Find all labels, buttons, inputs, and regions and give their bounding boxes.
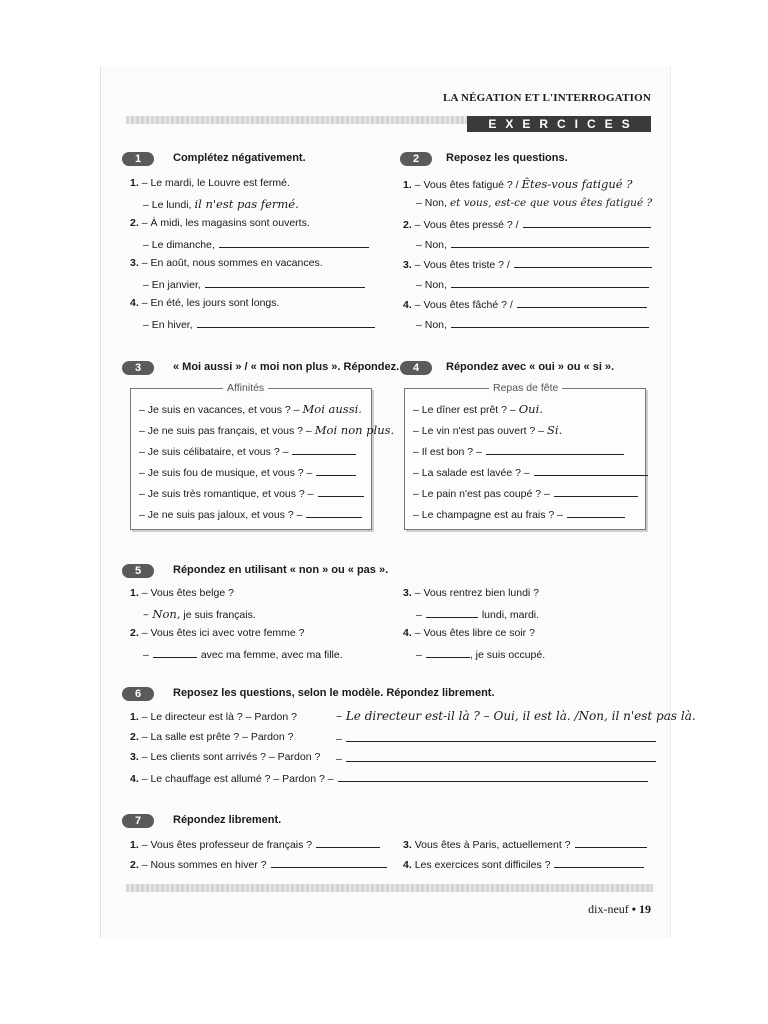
ex4-frame xyxy=(404,382,646,530)
ex2-line-4 xyxy=(416,237,649,251)
ex1-line-8 xyxy=(143,317,375,331)
ex2-line-8 xyxy=(416,317,649,331)
ex4-line-1 xyxy=(413,402,543,416)
ex2-line-7 xyxy=(403,297,647,311)
footer-strip xyxy=(126,884,653,892)
ex1-line-7 xyxy=(130,297,279,309)
ex5-answer-1: – Non, xyxy=(143,607,181,621)
ex1-text-1: – Le mardi, le Louvre est fermé. xyxy=(141,177,290,189)
ex4-text-3: – Il est bon ? – xyxy=(413,446,482,458)
ex2-num-2: 2. xyxy=(403,219,412,231)
ex6-text-4: – Le chauffage est allumé ? – Pardon ? xyxy=(141,773,325,785)
ex3-title: « Moi aussi » / « moi non plus ». Répondez. xyxy=(173,361,400,373)
ex6-answer-1: – Le directeur est-il là ? – Oui, il est là. /Non, il n'est pas là. xyxy=(336,709,696,723)
ex5-dash-4: – xyxy=(143,649,149,661)
ex3-text-5: – Je suis très romantique, et vous ? – xyxy=(139,488,314,500)
ex6-blank-2[interactable] xyxy=(346,731,656,742)
ex1-blank-3[interactable] xyxy=(205,277,365,288)
ex5-blank-4[interactable] xyxy=(426,647,470,658)
ex6-text-1: – Le directeur est là ? – Pardon ? xyxy=(141,711,297,723)
ex6-blank-4[interactable] xyxy=(338,771,648,782)
ex3-line-3 xyxy=(139,444,356,458)
ex3-text-1: – Je suis en vacances, et vous ? – xyxy=(139,404,300,416)
ex2-line-1 xyxy=(403,177,632,191)
ex3-answer-2: Moi non plus. xyxy=(314,423,395,437)
ex4-badge: 4 xyxy=(400,361,432,375)
ex1-line-4 xyxy=(143,237,369,251)
ex6-blank-line-2 xyxy=(336,731,656,745)
ex7-text-3: Vous êtes à Paris, actuellement ? xyxy=(414,839,571,851)
ex2-num-4: 4. xyxy=(403,299,412,311)
ex1-blank-4[interactable] xyxy=(197,317,375,328)
ex1-line-6 xyxy=(143,277,365,291)
ex5-blank-3[interactable] xyxy=(426,607,478,618)
ex7-badge: 7 xyxy=(122,814,154,828)
ex2-text-3: – Vous êtes pressé ? / xyxy=(414,219,519,231)
ex4-text-5: – Le pain n'est pas coupé ? – xyxy=(413,488,550,500)
ex4-line-3 xyxy=(413,444,624,458)
ex2-title: Reposez les questions. xyxy=(446,152,568,164)
ex1-num-4: 4. xyxy=(130,297,139,309)
ex3-text-4: – Je suis fou de musique, et vous ? – xyxy=(139,467,313,479)
ex6-line-4 xyxy=(130,771,648,785)
ex1-text-5: – En août, nous sommes en vacances. xyxy=(141,257,323,269)
ex7-blank-2[interactable] xyxy=(271,857,387,868)
ex1-text-4: – Le dimanche, xyxy=(143,239,215,251)
ex4-answer-1: Oui. xyxy=(518,402,543,416)
ex6-dash-4: – xyxy=(327,773,334,785)
ex6-line-2 xyxy=(130,731,293,743)
ex7-text-1: – Vous êtes professeur de français ? xyxy=(141,839,313,851)
ex1-text-2: – Le lundi, xyxy=(143,199,192,211)
ex6-num-3: 3. xyxy=(130,751,139,763)
ex1-answer-1: il n'est pas fermé. xyxy=(194,197,299,211)
ex6-blank-3[interactable] xyxy=(346,751,656,762)
ex6-line-1 xyxy=(130,711,297,723)
ex3-line-2 xyxy=(139,423,394,437)
ex3-text-3: – Je suis célibataire, et vous ? – xyxy=(139,446,289,458)
ex5-text-4: avec ma femme, avec ma fille. xyxy=(200,649,343,661)
ex3-blank-6[interactable] xyxy=(306,507,362,518)
ex6-num-1: 1. xyxy=(130,711,139,723)
ex4-line-5 xyxy=(413,486,638,500)
ex5-line-1 xyxy=(130,587,234,599)
ex2-num-3: 3. xyxy=(403,259,412,271)
ex7-line-1 xyxy=(130,837,380,851)
ex3-line-6 xyxy=(139,507,362,521)
ex1-num-2: 2. xyxy=(130,217,139,229)
ex5-line-r4 xyxy=(416,647,545,661)
ex2-line-5 xyxy=(403,257,652,271)
ex6-badge: 6 xyxy=(122,687,154,701)
page-number xyxy=(588,902,651,917)
ex6-num-4: 4. xyxy=(130,773,139,785)
ex3-blank-4[interactable] xyxy=(316,465,356,476)
ex2-blank-3a[interactable] xyxy=(514,257,652,268)
ex2-text-5: – Vous êtes triste ? / xyxy=(414,259,510,271)
ex1-num-3: 3. xyxy=(130,257,139,269)
ex5-dash-r4: – xyxy=(416,649,422,661)
ex5-dash-r2: – xyxy=(416,609,422,621)
ex3-frame xyxy=(130,382,395,530)
ex4-blank-3[interactable] xyxy=(486,444,624,455)
ex4-box-title: Repas de fête xyxy=(489,382,562,394)
ex6-line-3 xyxy=(130,751,320,763)
ex7-line-3 xyxy=(403,837,647,851)
ex6-text-2: – La salle est prête ? – Pardon ? xyxy=(141,731,294,743)
ex7-blank-1[interactable] xyxy=(316,837,380,848)
ex7-blank-4[interactable] xyxy=(554,857,644,868)
ex2-blank-2b[interactable] xyxy=(451,237,649,248)
ex2-blank-3b[interactable] xyxy=(451,277,649,288)
ex1-badge: 1 xyxy=(122,152,154,166)
ex5-text-r1: – Vous rentrez bien lundi ? xyxy=(414,587,540,599)
ex1-line-2 xyxy=(143,197,299,211)
ex5-num-2: 2. xyxy=(130,627,139,639)
ex2-text-2: – Non, xyxy=(416,197,447,209)
ex3-text-6: – Je ne suis pas jaloux, et vous ? – xyxy=(139,509,303,521)
ex5-blank-2[interactable] xyxy=(153,647,197,658)
ex3-line-5 xyxy=(139,486,364,500)
ex2-blank-4a[interactable] xyxy=(517,297,647,308)
ex2-text-4: – Non, xyxy=(416,239,447,251)
ex3-box-title: Affinités xyxy=(223,382,268,394)
ex6-blank-line-3 xyxy=(336,751,656,765)
ex5-num-1: 1. xyxy=(130,587,139,599)
ex7-num-2: 2. xyxy=(130,859,139,871)
ex1-title: Complétez négativement. xyxy=(173,152,306,164)
ex7-text-4: Les exercices sont difficiles ? xyxy=(414,859,551,871)
ex6-title: Reposez les questions, selon le modèle. Répondez librement. xyxy=(173,687,495,699)
ex2-line-6 xyxy=(416,277,649,291)
ex4-text-6: – Le champagne est au frais ? – xyxy=(413,509,564,521)
ex1-line-3 xyxy=(130,217,310,229)
ex5-line-r3 xyxy=(403,627,535,639)
ex7-num-3: 3. xyxy=(403,839,412,851)
ex7-line-4 xyxy=(403,857,644,871)
ex5-badge: 5 xyxy=(122,564,154,578)
ex7-num-1: 1. xyxy=(130,839,139,851)
ex5-title: Répondez en utilisant « non » ou « pas ». xyxy=(173,564,389,576)
ex5-num-4: 4. xyxy=(403,627,412,639)
ex2-blank-4b[interactable] xyxy=(451,317,649,328)
page-bullet: • xyxy=(631,902,636,916)
ex4-blank-5[interactable] xyxy=(554,486,638,497)
ex4-line-2 xyxy=(413,423,562,437)
page-word: dix-neuf xyxy=(588,902,629,916)
ex4-line-4 xyxy=(413,465,648,479)
ex5-text-3: – Vous êtes ici avec votre femme ? xyxy=(141,627,305,639)
ex2-badge: 2 xyxy=(400,152,432,166)
ex5-line-2 xyxy=(143,607,256,621)
ex4-blank-4[interactable] xyxy=(534,465,648,476)
ex7-blank-3[interactable] xyxy=(575,837,647,848)
ex1-line-1 xyxy=(130,177,290,189)
page-digits: 19 xyxy=(639,902,651,916)
ex4-blank-6[interactable] xyxy=(567,507,625,518)
ex2-num-1: 1. xyxy=(403,179,412,191)
ex5-text-2: je suis français. xyxy=(183,609,256,621)
ex5-text-1: – Vous êtes belge ? xyxy=(141,587,234,599)
ex4-line-6 xyxy=(413,507,625,521)
ex6-answer-line xyxy=(336,709,696,723)
ex5-line-r1 xyxy=(403,587,539,599)
ex5-text-r3: – Vous êtes libre ce soir ? xyxy=(414,627,535,639)
ex2-text-8: – Non, xyxy=(416,319,447,331)
ex3-blank-3[interactable] xyxy=(292,444,356,455)
ex5-line-3 xyxy=(130,627,305,639)
ex5-line-4 xyxy=(143,647,343,661)
ex2-text-1: – Vous êtes fatigué ? / xyxy=(414,179,519,191)
ex2-line-3 xyxy=(403,217,651,231)
ex6-text-3: – Les clients sont arrivés ? – Pardon ? xyxy=(141,751,321,763)
exercices-banner: EXERCICES xyxy=(467,116,651,132)
header-strip xyxy=(126,116,471,124)
ex2-answer-1b: et vous, est-ce que vous êtes fatigué ? xyxy=(449,197,653,209)
ex4-text-2: – Le vin n'est pas ouvert ? – xyxy=(413,425,545,437)
ex7-num-4: 4. xyxy=(403,859,412,871)
workbook-page xyxy=(100,66,696,938)
ex1-text-8: – En hiver, xyxy=(143,319,193,331)
ex5-line-r2 xyxy=(416,607,539,621)
ex1-num-1: 1. xyxy=(130,177,139,189)
ex1-text-7: – En été, les jours sont longs. xyxy=(141,297,280,309)
ex5-text-r4: , je suis occupé. xyxy=(469,649,546,661)
ex2-answer-1a: Êtes-vous fatigué ? xyxy=(521,177,633,191)
ex6-num-2: 2. xyxy=(130,731,139,743)
ex3-blank-5[interactable] xyxy=(318,486,364,497)
ex2-blank-2a[interactable] xyxy=(523,217,651,228)
ex3-answer-1: Moi aussi. xyxy=(302,402,362,416)
ex2-text-7: – Vous êtes fâché ? / xyxy=(414,299,513,311)
ex1-blank-2[interactable] xyxy=(219,237,369,248)
ex4-answer-2: Si. xyxy=(547,423,563,437)
page-header-title: LA NÉGATION ET L'INTERROGATION xyxy=(442,92,651,104)
ex3-text-2: – Je ne suis pas français, et vous ? – xyxy=(139,425,312,437)
ex7-title: Répondez librement. xyxy=(173,814,282,826)
ex1-line-5 xyxy=(130,257,323,269)
ex3-line-4 xyxy=(139,465,356,479)
ex3-badge: 3 xyxy=(122,361,154,375)
ex2-line-2 xyxy=(416,197,652,209)
ex1-text-6: – En janvier, xyxy=(143,279,201,291)
ex7-line-2 xyxy=(130,857,387,871)
ex4-text-1: – Le dîner est prêt ? – xyxy=(413,404,516,416)
ex6-dash-2: – xyxy=(336,733,342,745)
ex4-title: Répondez avec « oui » ou « si ». xyxy=(446,361,615,373)
ex2-text-6: – Non, xyxy=(416,279,447,291)
ex7-text-2: – Nous sommes en hiver ? xyxy=(141,859,267,871)
ex5-num-3: 3. xyxy=(403,587,412,599)
ex4-text-4: – La salade est lavée ? – xyxy=(413,467,530,479)
ex6-dash-3: – xyxy=(336,753,342,765)
ex1-text-3: – À midi, les magasins sont ouverts. xyxy=(141,217,310,229)
ex3-line-1 xyxy=(139,402,362,416)
ex5-text-r2: lundi, mardi. xyxy=(481,609,540,621)
